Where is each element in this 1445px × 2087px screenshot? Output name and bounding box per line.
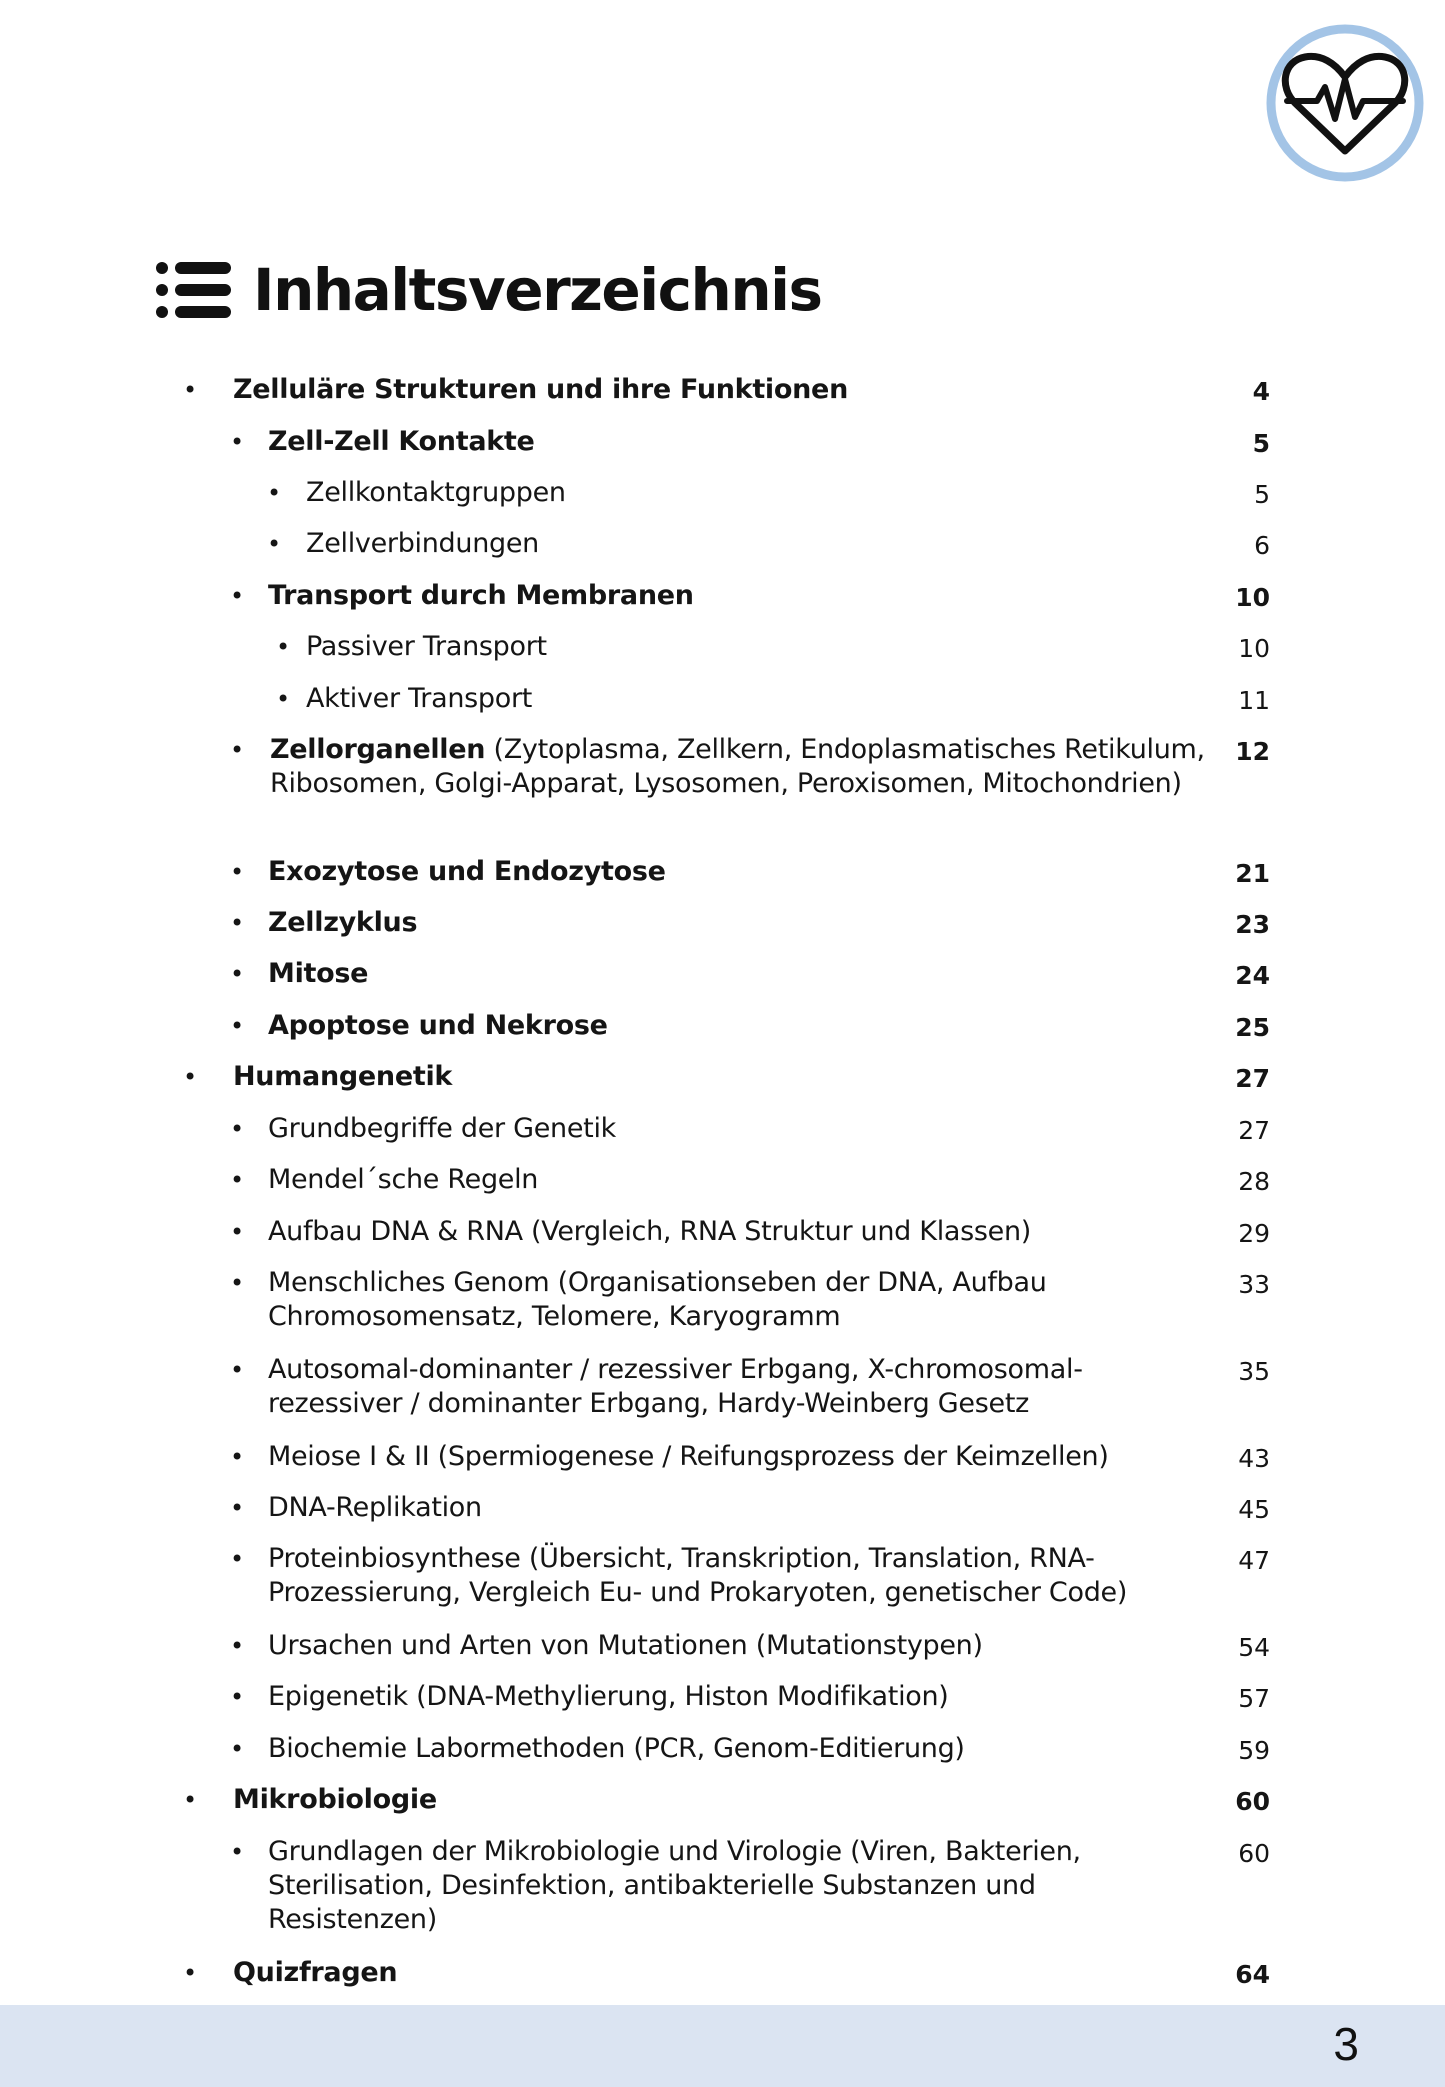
toc-entry-page: 6 — [1254, 531, 1270, 560]
toc-entry-label — [268, 1353, 1208, 1421]
bullet-icon: • — [183, 376, 198, 404]
toc-entry-page: 10 — [1238, 634, 1270, 663]
toc-entry-title: Proteinbiosynthese (Übersicht, Transkription, Translation, RNA-Prozessierung, Vergleich Eu- und Prokaryoten, genetischer Code) — [268, 1543, 1128, 1608]
toc-entry-page: 10 — [1235, 583, 1270, 612]
toc-entry-label — [306, 630, 1246, 664]
bullet-icon: • — [230, 1735, 245, 1763]
toc-entry-label — [268, 957, 1208, 991]
toc-entry-label — [306, 682, 1246, 716]
toc-entry-label — [268, 855, 1208, 889]
toc-entry-page: 12 — [1235, 737, 1270, 766]
bullet-icon: • — [276, 685, 291, 713]
page-title: Inhaltsverzeichnis — [253, 256, 822, 324]
bullet-icon: • — [267, 479, 282, 507]
toc-entry-page: 23 — [1235, 910, 1270, 939]
toc-entry-page: 29 — [1238, 1219, 1270, 1248]
bullet-icon: • — [230, 858, 245, 886]
toc-entry-page: 45 — [1238, 1495, 1270, 1524]
toc-entry-title: Meiose I & II (Spermiogenese / Reifungsprozess der Keimzellen) — [268, 1441, 1109, 1472]
bullet-icon: • — [230, 1494, 245, 1522]
toc-entry-label — [268, 1440, 1208, 1474]
toc-entry-title: Menschliches Genom (Organisationseben der DNA, Aufbau Chromosomensatz, Telomere, Karyogramm — [268, 1267, 1047, 1332]
toc-entry-title: DNA-Replikation — [268, 1492, 482, 1523]
toc-entry-title: Zellzyklus — [268, 907, 418, 938]
toc-entry-detail: (Zytoplasma, Zellkern, Endoplasmatisches Retikulum, Ribosomen, Golgi-Apparat, Lysosomen, Peroxisomen, Mitochondrien) — [270, 734, 1205, 799]
toc-entry-page: 47 — [1238, 1546, 1270, 1575]
toc-entry-title: Mitose — [268, 958, 369, 989]
toc-entry-title: Aufbau DNA & RNA (Vergleich, RNA Struktur und Klassen) — [268, 1216, 1032, 1247]
bullet-icon: • — [230, 1838, 245, 1866]
page-number: 3 — [1333, 2018, 1359, 2070]
toc-entry-label — [306, 476, 1246, 510]
toc-entry-title: Epigenetik (DNA-Methylierung, Histon Modifikation) — [268, 1681, 949, 1712]
toc-entry-page: 11 — [1238, 686, 1270, 715]
bullet-icon: • — [230, 1632, 245, 1660]
toc-entry-label — [233, 1783, 1173, 1817]
bullet-icon: • — [230, 428, 245, 456]
toc-entry-page: 24 — [1235, 961, 1270, 990]
toc-entry-label — [306, 527, 1246, 561]
toc-entry-label — [233, 1060, 1173, 1094]
toc-entry-label — [268, 1680, 1208, 1714]
bullet-icon: • — [230, 960, 245, 988]
toc-entry-page: 25 — [1235, 1013, 1270, 1042]
toc-entry-page: 27 — [1235, 1064, 1270, 1093]
toc-entry-label — [268, 1732, 1208, 1766]
toc-entry-label — [268, 579, 1208, 613]
toc-entry-label — [268, 1629, 1208, 1663]
toc-entry-title: Zellorganellen — [270, 734, 486, 765]
toc-entry-page: 4 — [1252, 377, 1270, 406]
toc-entry-page: 21 — [1235, 859, 1270, 888]
toc-entry-label — [268, 1009, 1208, 1043]
bullet-icon: • — [267, 530, 282, 558]
toc-entry-page: 33 — [1238, 1270, 1270, 1299]
toc-entry-title: Mendel´sche Regeln — [268, 1164, 539, 1195]
toc-entry-page: 60 — [1238, 1839, 1270, 1868]
bullet-icon: • — [230, 1269, 245, 1297]
toc-entry-title: Ursachen und Arten von Mutationen (Mutationstypen) — [268, 1630, 983, 1661]
bullet-icon: • — [183, 1959, 198, 1987]
bullet-icon: • — [230, 1683, 245, 1711]
toc-entry-title: Transport durch Membranen — [268, 580, 694, 611]
toc-entry-label — [268, 1835, 1208, 1937]
toc-entry-page: 59 — [1238, 1736, 1270, 1765]
bullet-icon: • — [230, 736, 245, 764]
toc-entry-page: 57 — [1238, 1684, 1270, 1713]
bullet-icon: • — [230, 1012, 245, 1040]
toc-entry-label — [268, 1112, 1208, 1146]
toc-entry-title: Zell-Zell Kontakte — [268, 426, 535, 457]
toc-entry-page: 5 — [1252, 429, 1270, 458]
toc-entry-title: Humangenetik — [233, 1061, 453, 1092]
toc-entry-label — [268, 1215, 1208, 1249]
toc-entry-title: Passiver Transport — [306, 631, 547, 662]
toc-entry-label — [268, 1266, 1208, 1334]
toc-entry-page: 28 — [1238, 1167, 1270, 1196]
toc-entry-title: Aktiver Transport — [306, 683, 533, 714]
bullet-icon: • — [230, 1443, 245, 1471]
bullet-icon: • — [230, 1115, 245, 1143]
toc-entry-label — [270, 733, 1210, 801]
bullet-icon: • — [183, 1063, 198, 1091]
toc-entry-title: Exozytose und Endozytose — [268, 856, 666, 887]
toc-entry-page: 5 — [1254, 480, 1270, 509]
toc-entry-label — [268, 1542, 1208, 1610]
toc-entry-label — [233, 1956, 1173, 1990]
bullet-icon: • — [183, 1786, 198, 1814]
bullet-icon: • — [230, 582, 245, 610]
toc-entry-page: 60 — [1235, 1787, 1270, 1816]
bullet-icon: • — [276, 633, 291, 661]
toc-entry-title: Quizfragen — [233, 1957, 398, 1988]
toc-entry-title: Biochemie Labormethoden (PCR, Genom-Editierung) — [268, 1733, 965, 1764]
toc-entry-label — [268, 425, 1208, 459]
toc-entry-title: Apoptose und Nekrose — [268, 1010, 608, 1041]
toc-entry-title: Zelluläre Strukturen und ihre Funktionen — [233, 374, 848, 405]
toc-entry-label — [233, 373, 1173, 407]
toc-entry-page: 27 — [1238, 1116, 1270, 1145]
bullet-icon: • — [230, 1356, 245, 1384]
toc-entry-title: Grundlagen der Mikrobiologie und Virologie (Viren, Bakterien, Sterilisation, Desinfektion, antibakterielle Substanzen und Resistenzen) — [268, 1836, 1081, 1935]
page-footer — [0, 2005, 1445, 2087]
toc-entry-title: Mikrobiologie — [233, 1784, 437, 1815]
toc-entry-page: 64 — [1235, 1960, 1270, 1989]
toc-entry-title: Autosomal-dominanter / rezessiver Erbgang, X-chromosomal-rezessiver / dominanter Erbgang, Hardy-Weinberg Gesetz — [268, 1354, 1083, 1419]
toc-entry-label — [268, 1163, 1208, 1197]
toc-entry-label — [268, 906, 1208, 940]
toc-entry-page: 35 — [1238, 1357, 1270, 1386]
toc-entry-title: Zellkontaktgruppen — [306, 477, 566, 508]
bullet-icon: • — [230, 1218, 245, 1246]
toc-entry-title: Grundbegriffe der Genetik — [268, 1113, 616, 1144]
bullet-icon: • — [230, 1545, 245, 1573]
bullet-icon: • — [230, 1166, 245, 1194]
bullet-icon: • — [230, 909, 245, 937]
toc-entry-page: 43 — [1238, 1444, 1270, 1473]
toc-entry-page: 54 — [1238, 1633, 1270, 1662]
toc-entry-title: Zellverbindungen — [306, 528, 539, 559]
toc-entry-label — [268, 1491, 1208, 1525]
